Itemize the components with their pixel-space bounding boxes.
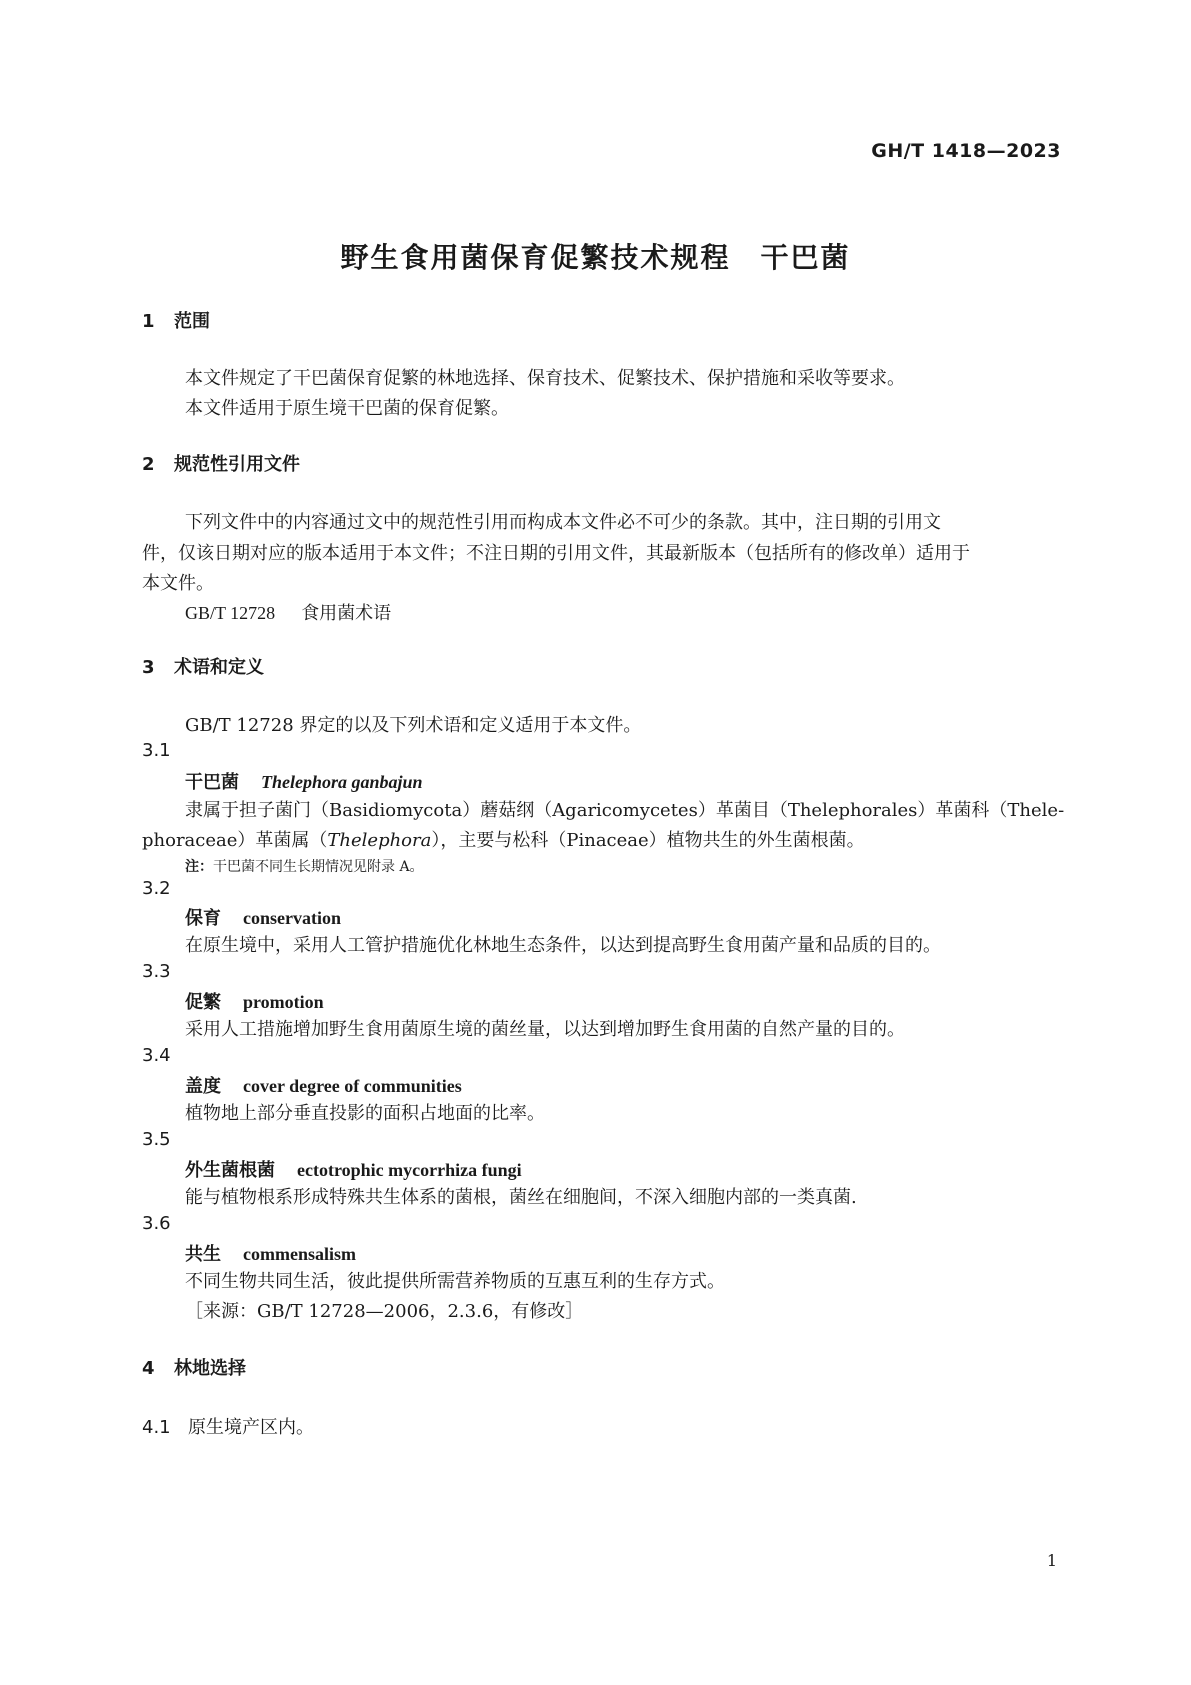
term-number: 3.5 bbox=[142, 1129, 171, 1150]
term-heading bbox=[185, 768, 423, 794]
term-chinese: 保育 bbox=[185, 908, 221, 929]
term-heading bbox=[185, 1240, 356, 1266]
term-chinese: 盖度 bbox=[185, 1076, 221, 1097]
paragraph-line: 本文件。 bbox=[142, 573, 214, 594]
term-english: conservation bbox=[243, 908, 341, 928]
note-label: 注： bbox=[185, 859, 213, 875]
reference-title: 食用菌术语 bbox=[301, 603, 392, 624]
normative-reference bbox=[185, 597, 391, 630]
standard-code: GH/T 1418—2023 bbox=[871, 140, 1061, 162]
document-title: 野生食用菌保育促繁技术规程 干巴菌 bbox=[340, 241, 851, 274]
term-definition: 在原生境中，采用人工管护措施优化林地生态条件，以达到提高野生食用菌产量和品质的目的。 bbox=[185, 935, 941, 956]
paragraph-line: 下列文件中的内容通过文中的规范性引用而构成本文件必不可少的条款。其中，注日期的引用文 bbox=[185, 512, 941, 533]
section-number: 1 bbox=[142, 311, 155, 332]
term-note bbox=[185, 856, 424, 876]
term-heading bbox=[185, 1156, 522, 1182]
reference-code: GB/T 12728 bbox=[185, 603, 276, 623]
clause-number: 4.1 bbox=[142, 1417, 171, 1438]
section-number: 2 bbox=[142, 454, 155, 475]
term-chinese: 外生菌根菌 bbox=[185, 1160, 275, 1181]
clause-item bbox=[142, 1412, 314, 1444]
section-title: 林地选择 bbox=[174, 1358, 246, 1379]
term-definition: 植物地上部分垂直投影的面积占地面的比率。 bbox=[185, 1103, 545, 1124]
section-number: 3 bbox=[142, 657, 155, 678]
section-number: 4 bbox=[142, 1358, 155, 1379]
term-heading bbox=[185, 904, 341, 930]
paragraph-line: 件，仅该日期对应的版本适用于本文件；不注日期的引用文件，其最新版本（包括所有的修改单）适用于 bbox=[142, 543, 970, 564]
term-chinese: 促繁 bbox=[185, 992, 221, 1013]
term-english: promotion bbox=[243, 992, 324, 1012]
term-heading bbox=[185, 988, 324, 1014]
term-number: 3.3 bbox=[142, 961, 171, 982]
section-4-heading bbox=[142, 1354, 246, 1380]
definition-text: phoraceae）革菌属（ bbox=[142, 830, 328, 851]
clause-text: 原生境产区内。 bbox=[188, 1417, 314, 1438]
paragraph: 本文件适用于原生境干巴菌的保育促繁。 bbox=[185, 398, 509, 419]
page-number: 1 bbox=[1046, 1551, 1057, 1570]
note-text: 干巴菌不同生长期情况见附录 A。 bbox=[213, 859, 424, 875]
term-number: 3.2 bbox=[142, 878, 171, 899]
term-definition-line: 隶属于担子菌门（Basidiomycota）蘑菇纲（Agaricomycetes）革菌目（Thelephorales）革菌科（Thele- bbox=[185, 800, 1065, 821]
section-title: 范围 bbox=[174, 311, 210, 332]
term-definition: 采用人工措施增加野生食用菌原生境的菌丝量，以达到增加野生食用菌的自然产量的目的。 bbox=[185, 1019, 905, 1040]
term-source: ［来源：GB/T 12728—2006，2.3.6，有修改］ bbox=[185, 1301, 584, 1322]
term-english: Thelephora ganbajun bbox=[261, 772, 423, 792]
section-title: 规范性引用文件 bbox=[174, 454, 300, 475]
term-english: cover degree of communities bbox=[243, 1076, 462, 1096]
term-chinese: 共生 bbox=[185, 1244, 221, 1265]
paragraph: 本文件规定了干巴菌保育促繁的林地选择、保育技术、促繁技术、保护措施和采收等要求。 bbox=[185, 368, 905, 389]
term-definition: 能与植物根系形成特殊共生体系的菌根，菌丝在细胞间，不深入细胞内部的一类真菌. bbox=[185, 1187, 857, 1208]
term-definition-line bbox=[142, 825, 865, 857]
section-2-heading bbox=[142, 450, 300, 476]
term-number: 3.1 bbox=[142, 740, 171, 761]
definition-text: ），主要与松科（Pinaceae）植物共生的外生菌根菌。 bbox=[431, 830, 865, 851]
term-number: 3.4 bbox=[142, 1045, 171, 1066]
term-heading bbox=[185, 1072, 462, 1098]
term-english: commensalism bbox=[243, 1244, 356, 1264]
section-1-heading bbox=[142, 307, 210, 333]
term-chinese: 干巴菌 bbox=[185, 772, 239, 793]
section-3-heading bbox=[142, 653, 264, 679]
definition-genus: Thelephora bbox=[327, 830, 432, 851]
term-number: 3.6 bbox=[142, 1213, 171, 1234]
paragraph: GB/T 12728 界定的以及下列术语和定义适用于本文件。 bbox=[185, 715, 642, 736]
term-definition: 不同生物共同生活，彼此提供所需营养物质的互惠互利的生存方式。 bbox=[185, 1271, 725, 1292]
term-english: ectotrophic mycorrhiza fungi bbox=[297, 1160, 522, 1180]
section-title: 术语和定义 bbox=[174, 657, 264, 678]
